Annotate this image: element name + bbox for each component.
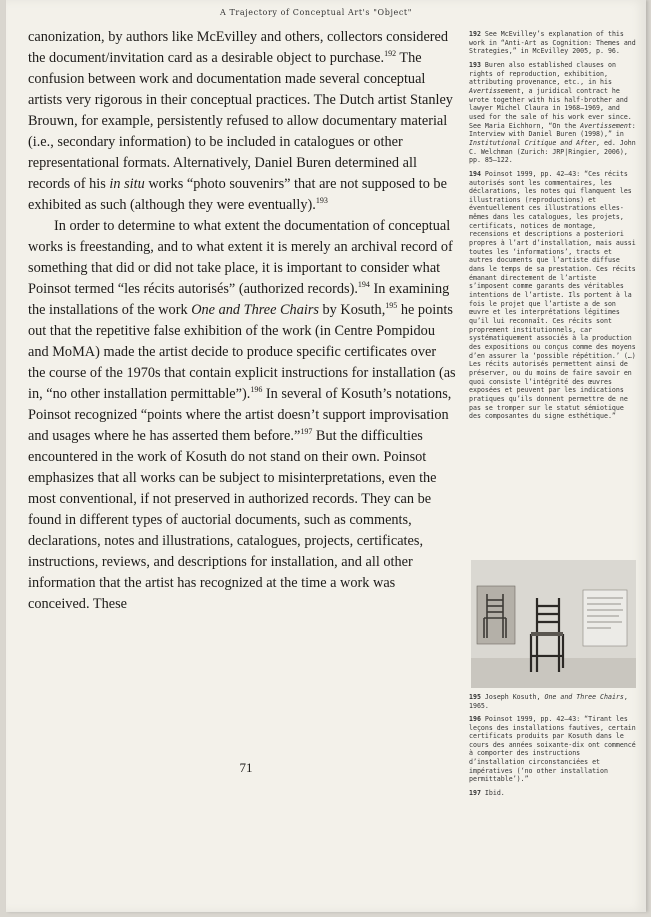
italic-text: One and Three Chairs — [191, 302, 319, 318]
sidenotes-lower — [469, 715, 637, 802]
text-run: In order to determine to what extent the documentation of conceptual works is freestanding, and to what extent it is merely an archival record of something that did or did not take place, it is important to consider what Poinsot termed “les récits autorisés” (authorized records). — [28, 218, 453, 297]
text-run: Poinsot 1999, pp. 42–43: “Tirant les leçons des installations fautives, certain certificats produits par Kosuth dans le cours des années soixante-dix ont commencé à comporter des instructions d’installation circonstanciées et impératives (‘no other installation permittable’).” — [469, 715, 636, 784]
footnote-ref: 196 — [250, 385, 263, 394]
footnote-number: 195 — [469, 693, 481, 701]
text-run: he points out that the repetitive false exhibition of the work (in Centre Pompidou and MoMA) made the artist decide to produce specific certificates over the course of the 1970s that contain explicit instructions for installation (as in, “no other installation permittable”). — [28, 302, 456, 402]
footnote-ref: 197 — [300, 427, 313, 436]
footnote — [469, 715, 637, 784]
text-run: The confusion between work and documentation made several conceptual artists very rigorous in their conceptual practices. The Dutch artist Stanley Brouwn, for example, persistently refused to allow documentary material (i.e., secondary information) to be included in catalogues or other representational formats. Alternatively, Daniel Buren determined all records of his — [28, 50, 453, 192]
text-run: , a juridical contract he wrote together with his half-brother and lawyer Michel Claura in 1968–1969, and used for the sale of his work ever since. See Maria Eichhorn, “On the — [469, 86, 632, 130]
footnote — [469, 170, 637, 421]
figure-caption — [469, 693, 637, 715]
footnote — [469, 693, 637, 710]
italic-text: Institutional Critique and After — [469, 138, 597, 147]
book-page — [6, 0, 646, 912]
text-run: See McEvilley’s explanation of this work in “Anti-Art as Cognition: Themes and Strategies,” in McEvilley 2005, p. 96. — [469, 30, 636, 56]
paragraph-1 — [28, 27, 456, 216]
text-run: , 1965. — [469, 693, 628, 710]
sidenotes — [469, 30, 637, 426]
footnote-ref: 192 — [384, 49, 397, 58]
footnote-number: 197 — [469, 788, 481, 797]
footnote — [469, 30, 637, 56]
paragraph-2 — [28, 216, 456, 615]
italic-text: in situ — [109, 176, 145, 192]
text-run: canonization, by authors like McEvilley and others, collectors considered the document/invitation card as a desirable object to purchase. — [28, 29, 449, 66]
italic-text: Avertissement — [469, 86, 521, 95]
page-number: 71 — [239, 760, 253, 775]
text-run: , ed. John C. Welchman (Zurich: JRP|Ringier, 2006), pp. 85–122. — [469, 138, 636, 165]
footnote — [469, 789, 637, 798]
text-run: But the difficulties encountered in the work of Kosuth do not stand on their own. Poinsot emphasizes that all works can be subject to misinterpretations, even the most conventional, if not preserved in authorized records. They can be found in different types of auctorial documents, such as comments, declarations, notes and illustrations, catalogues, projects, certificates, instructions, reviews, and descriptions for installation, and all other information that the artist has recognized at the time a work was conceived. These — [28, 428, 437, 612]
chairs-photo — [471, 560, 636, 688]
italic-text: Avertissement — [580, 121, 632, 130]
footnote-ref: 194 — [357, 280, 370, 289]
footnote-number: 194 — [469, 169, 481, 178]
main-text — [28, 27, 456, 615]
footnote — [469, 61, 637, 165]
text-run: In several of Kosuth’s notations, Poinsot recognized “points where the artist doesn’t support improvisation and usages where he has asserted them before.” — [28, 386, 452, 444]
italic-text: One and Three Chairs — [544, 693, 624, 701]
text-run: : Interview with Daniel Buren (1998),” in — [469, 121, 636, 139]
text-run: works “photo souvenirs” that are not supposed to be exhibited as such (although they were eventually). — [28, 176, 447, 213]
running-head: A Trajectory of Conceptual Art's "Object" — [219, 8, 413, 17]
text-run: by Kosuth, — [318, 302, 386, 318]
text-run: Poinsot 1999, pp. 42–43: “Ces récits autorisés sont les commentaires, les déclarations, les notes qui flanquent les illustrations (reproductions) et éventuellement ces illustrations elles-mêmes dans les catalogues, les projets, certificats, notices de montage, recensions et descriptions a posteriori propres à l’art d’installation, mais aussi toutes les ‘informations’, tracts et autres documents que l’artiste diffuse dans le temps de sa prestation. Ces récits émanant directement de l’artiste s’imposent comme garants des véritables intentions de l’artiste. Ils portent à la fois le projet que l’artiste a de son œuvre et les interprétations légitimes qu’il lui reconnaît. Ces récits sont proprement institutionnels, car systématiquement associés à la production des expositions ou conçus comme des moyens d’en assurer la ‘possible répétition.’ (…) Les récits autorisés permettent ainsi de préserver, ou du moins de faire savoir en quoi consiste l’intégrité des œuvres exposées et peuvent par les indications pratiques qu’ils donnent permettre de ne pas se tromper sur le statut sémiotique des composantes du signe esthétique.” — [469, 169, 636, 421]
footnote-number: 193 — [469, 60, 481, 69]
text-run: Buren also established clauses on rights of reproduction, exhibition, attributing provenance, etc., in his — [469, 60, 616, 87]
footnote-number: 196 — [469, 715, 481, 723]
text-run: Ibid. — [484, 788, 505, 797]
footnote-number: 192 — [469, 30, 481, 38]
footnote-ref: 195 — [385, 301, 398, 310]
text-run: Joseph Kosuth, — [484, 693, 545, 701]
footnote-ref: 193 — [315, 196, 328, 205]
text-run: In examining the installations of the work — [28, 281, 450, 318]
